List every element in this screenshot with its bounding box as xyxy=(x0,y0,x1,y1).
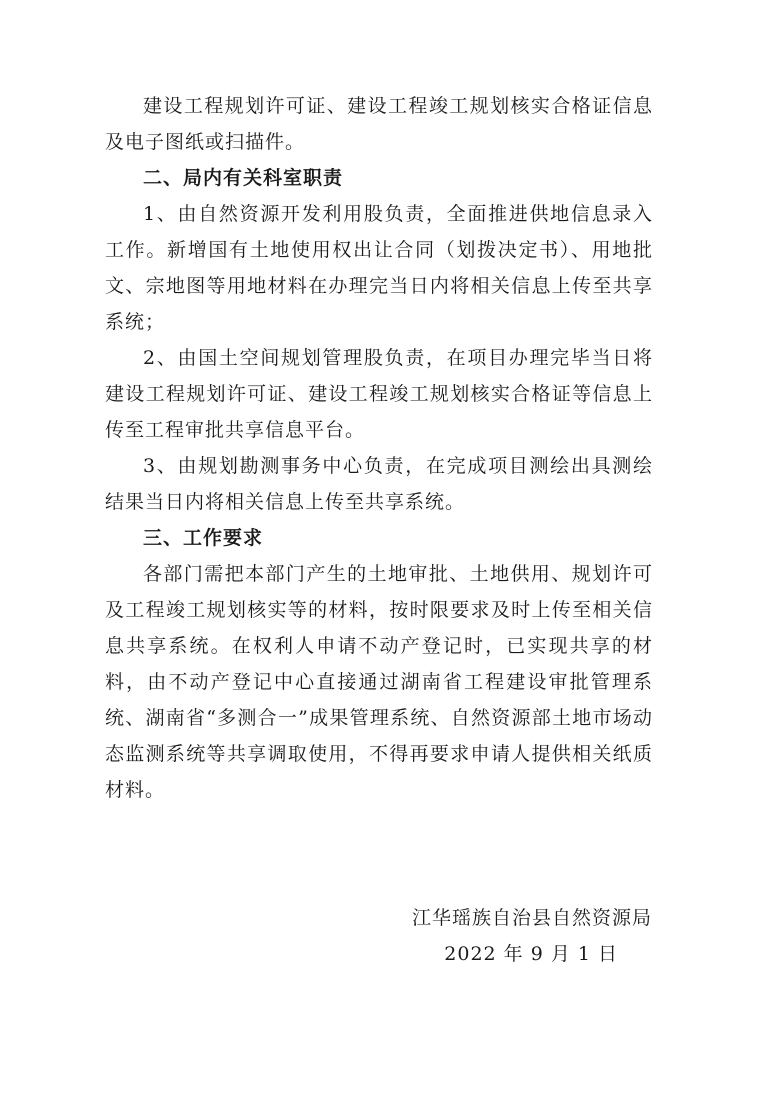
paragraph-requirements: 各部门需把本部门产生的土地审批、土地供用、规划许可及工程竣工规划核实等的材料，按时限要求及时上传至相关信息共享系统。在权利人申请不动产登记时，已实现共享的材料，由不动产登记中心直接通过湖南省工程建设审批管理系统、湖南省“多测合一”成果管理系统、自然资源部土地市场动态监测系统等共享调取使用，不得再要求申请人提供相关纸质材料。 xyxy=(105,563,653,801)
issue-date: 2022 年 9 月 1 日 xyxy=(444,943,618,965)
issuing-organization: 江华瑶族自治县自然资源局 xyxy=(411,907,652,929)
document-body xyxy=(105,88,653,808)
paragraph-continuation: 建设工程规划许可证、建设工程竣工规划核实合格证信息及电子图纸或扫描件。 xyxy=(105,95,653,153)
paragraph-item-2: 2、由国土空间规划管理股负责，在项目办理完毕当日将建设工程规划许可证、建设工程竣工规划核实合格证等信息上传至工程审批共享信息平台。 xyxy=(105,347,653,441)
paragraph-item-1: 1、由自然资源开发利用股负责，全面推进供地信息录入工作。新增国有土地使用权出让合同（划拨决定书）、用地批文、宗地图等用地材料在办理完当日内将相关信息上传至共享系统； xyxy=(105,203,653,333)
section-heading-3: 三、工作要求 xyxy=(143,527,264,549)
section-heading-2: 二、局内有关科室职责 xyxy=(143,167,344,189)
signature-block xyxy=(412,900,652,972)
paragraph-item-3: 3、由规划勘测事务中心负责，在完成项目测绘出具测绘结果当日内将相关信息上传至共享系统。 xyxy=(105,455,653,513)
